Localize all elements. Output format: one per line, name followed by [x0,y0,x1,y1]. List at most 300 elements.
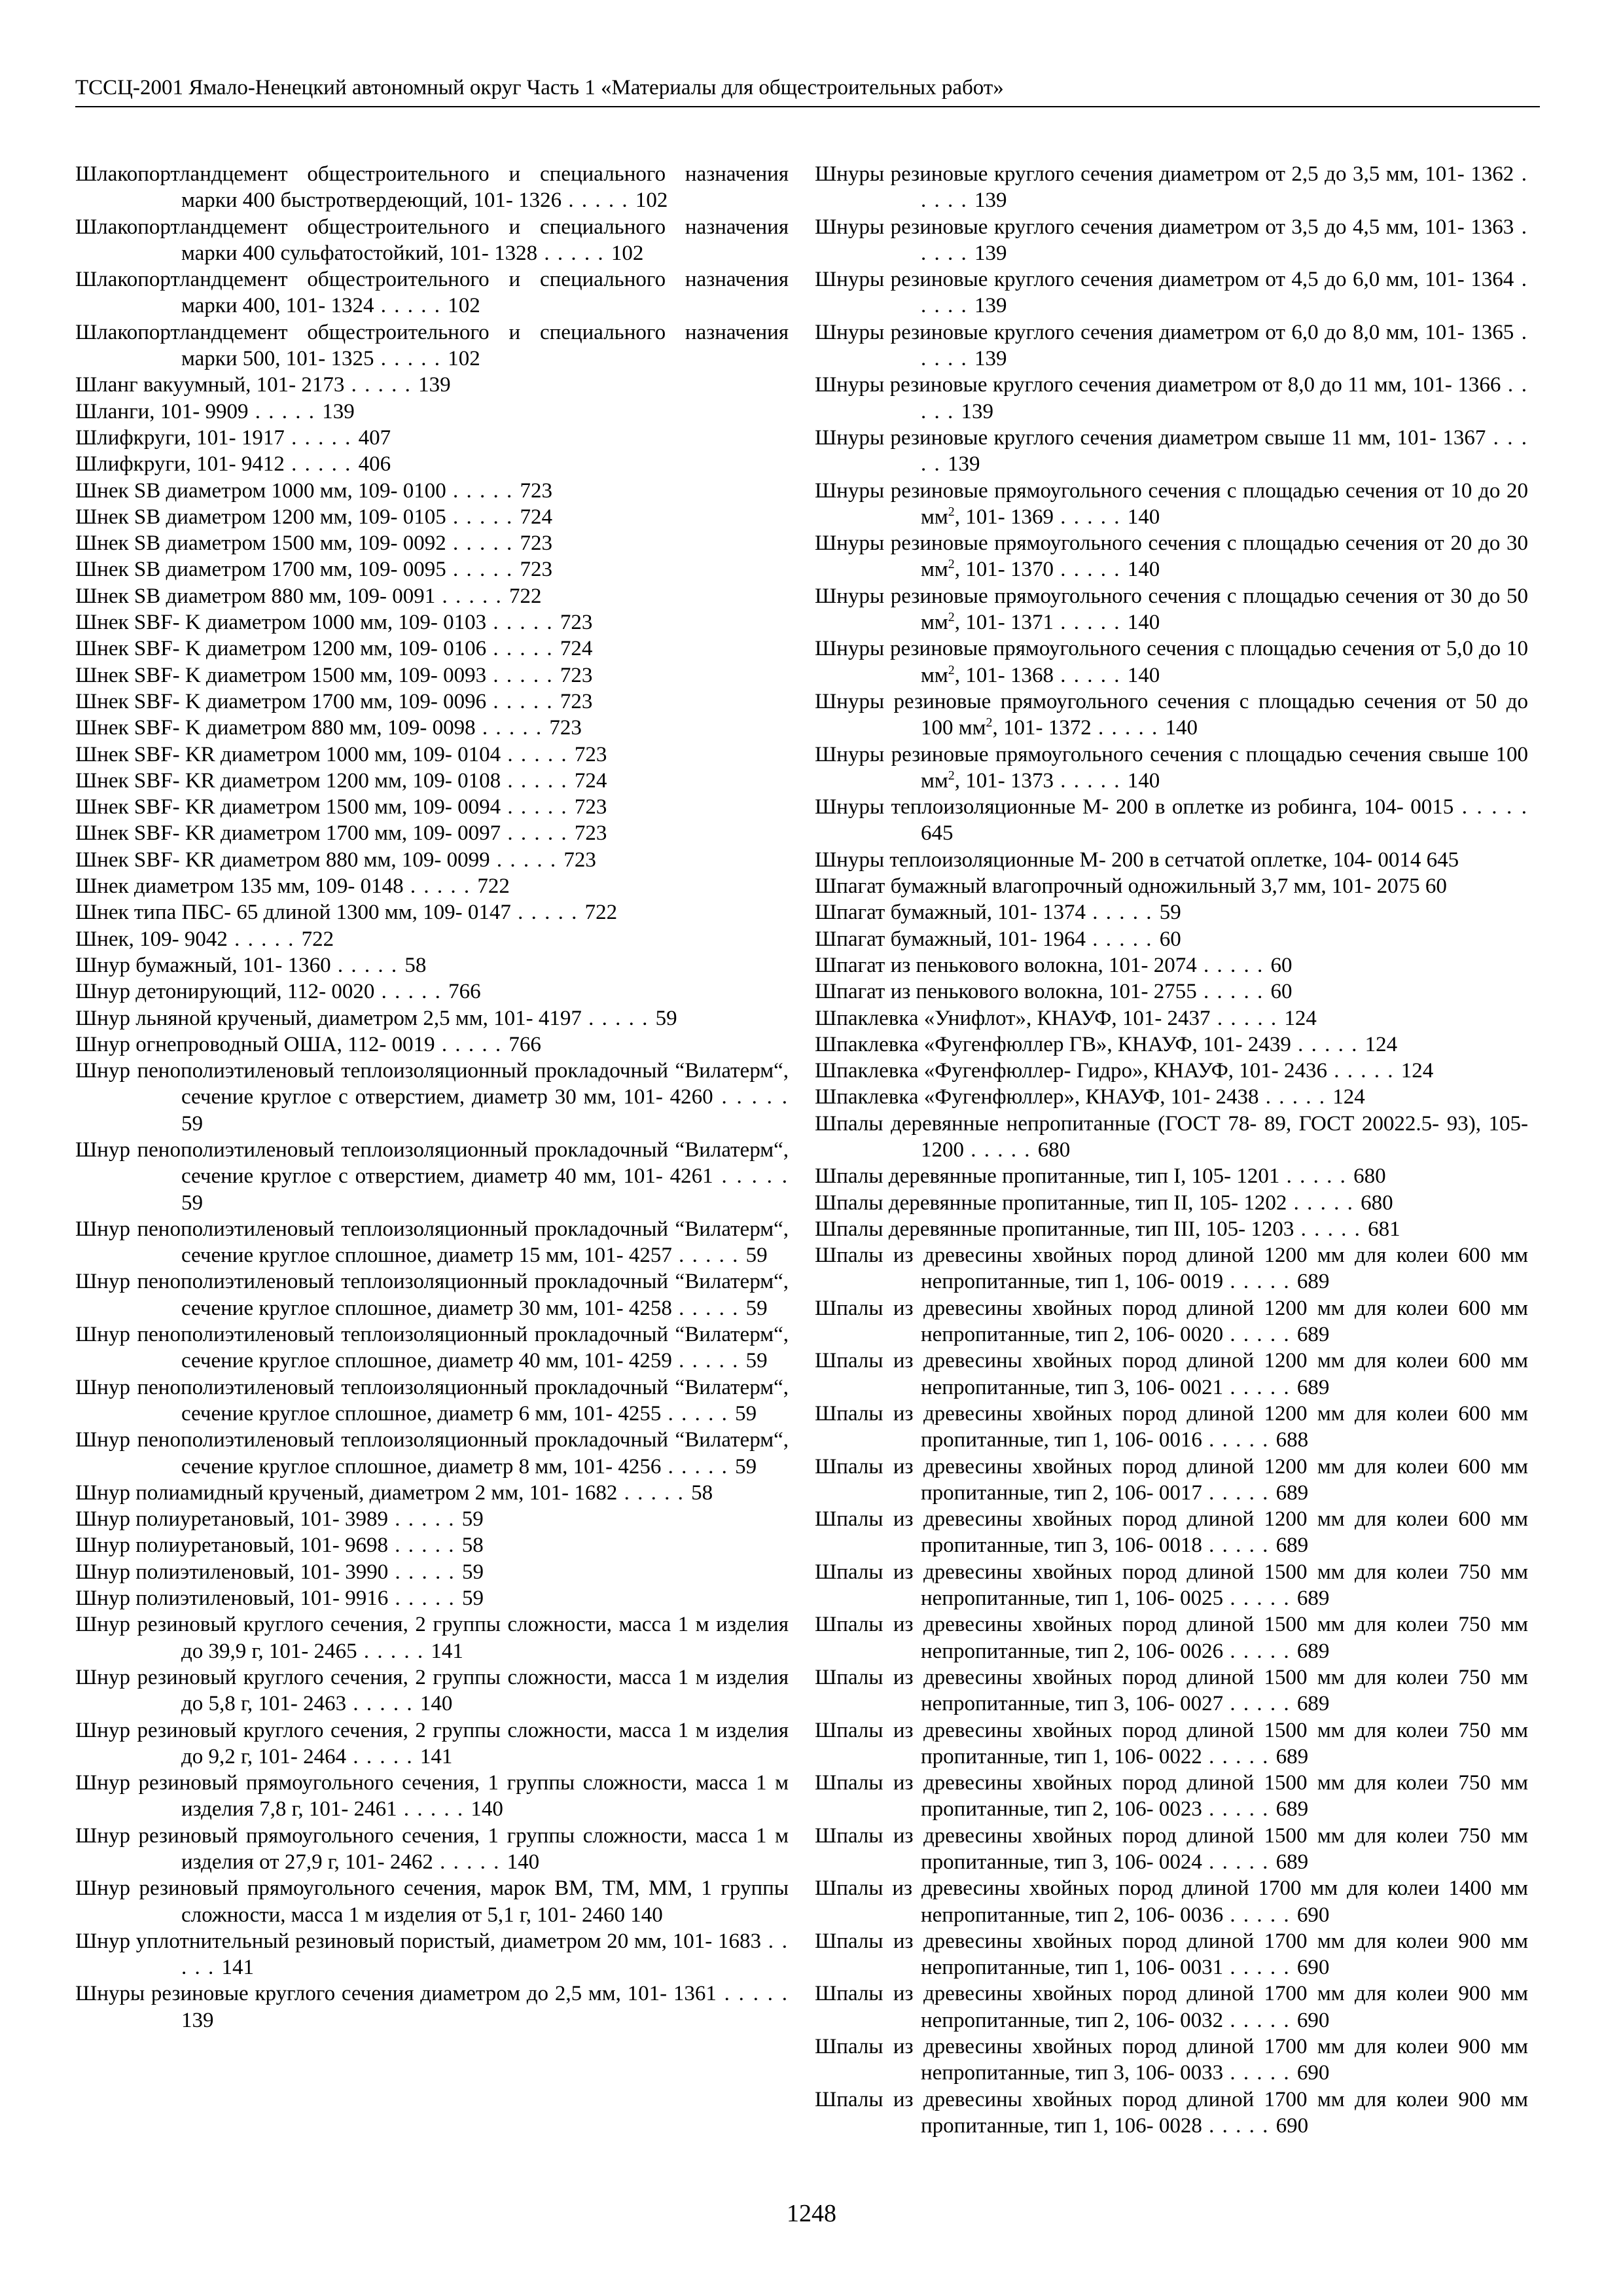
dot-leader: . . . . . [617,1480,692,1505]
entry-text: Шпалы из древесины хвойных пород длиной 1700 мм для колеи 1400 мм непропитанные, тип 2, 106- 0036 [815,1876,1528,1927]
entry-page: 59 [745,1349,768,1373]
entry-page: 406 [358,452,391,476]
index-entry [75,1506,789,1532]
dot-leader: . . . . . [1223,1270,1297,1294]
dot-leader: . . . . . [1202,1428,1276,1452]
index-entry [75,1717,789,1770]
index-entry [815,1190,1528,1216]
dot-leader: . . . . . [1086,901,1160,925]
index-entry [75,583,789,609]
index-entry [815,1005,1528,1031]
dot-leader: . . . . . [1196,980,1271,1004]
entry-page: 139 [974,294,1007,318]
dot-leader: . . . . . [1287,1191,1361,1215]
dot-leader: . . . . . [490,848,564,872]
dot-leader: . . . . . [344,373,419,397]
entry-page: 60 [1425,874,1447,899]
dot-leader: . . . . . [921,268,1529,318]
index-entry [75,1321,789,1374]
page-number: 1248 [787,2200,836,2227]
entry-text: Шпалы из древесины хвойных пород длиной 1700 мм для колеи 900 мм непропитанные, тип 3, 106- 0033 [815,2035,1528,2085]
entry-page: 689 [1275,1744,1309,1768]
entry-page: 680 [1353,1164,1386,1189]
entry-page: 723 [549,716,582,740]
entry-text: Шнуры теплоизоляционные М- 200 в оплетке из робинга, 104- 0015 [815,795,1454,819]
dot-leader: . . . . . [374,294,448,318]
entry-page: 59 [655,1006,677,1030]
dot-leader: . . . . . [446,558,520,582]
entry-text: Шпалы деревянные пропитанные, тип I, 105- 1201 [815,1164,1280,1189]
entry-page: 723 [520,478,552,503]
dot-leader: . . . . . [1223,1323,1297,1347]
entry-text: Шнур уплотнительный резиновый пористый, диаметром 20 мм, 101- 1683 [75,1929,761,1953]
entry-page: 689 [1296,1639,1330,1663]
dot-leader: . . . . . [1294,1217,1368,1241]
entry-text: Шпалы деревянные пропитанные, тип III, 105- 1203 [815,1217,1294,1241]
index-entry [815,978,1528,1005]
index-entry [75,899,789,925]
index-entry [75,504,789,530]
dot-leader: . . . . . [475,716,550,740]
dot-leader: . . . . . [1196,953,1271,977]
entry-page: 60 [1159,927,1181,951]
entry-page: 407 [358,425,391,450]
index-column-right [815,161,1528,2139]
entry-text: Шпалы из древесины хвойных пород длиной 1700 мм для колеи 900 мм пропитанные, тип 1, 106- 0028 [815,2087,1528,2138]
entry-text: Шнек SB диаметром 880 мм, 109- 0091 [75,584,436,608]
entry-page: 689 [1296,1375,1330,1399]
dot-leader: . . . . . [433,1850,507,1874]
entry-text: Шнуры резиновые круглого сечения диаметром до 2,5 мм, 101- 1361 [75,1982,717,2006]
dot-leader: . . . . . [1223,1903,1297,1927]
index-entry [815,266,1528,319]
dot-leader: . . . . . [716,1982,789,2006]
entry-text: Шлифкруги, 101- 1917 [75,425,285,450]
entry-page: 140 [1165,716,1198,740]
index-entry [815,425,1528,478]
entry-page: 124 [1332,1085,1365,1109]
dot-leader: . . . . . [713,1164,789,1189]
index-entry [75,820,789,846]
entry-text: Шлакопортландцемент общестроительного и специального назначения марки 400 сульфатостойкий, 101- 1328 [75,215,789,265]
entry-page: 688 [1275,1428,1309,1452]
entry-text: Шнек, 109- 9042 [75,927,228,951]
dot-leader: . . . . . [1291,1032,1365,1056]
index-entry [815,742,1528,795]
entry-page: 124 [1400,1059,1434,1083]
dot-leader: . . . . . [671,1349,746,1373]
dot-leader: . . . . . [1210,1006,1285,1030]
entry-text: Шнур пенополиэтиленовый теплоизоляционный прокладочный “Вилатерм“, сечение круглое сплошное, диаметр 6 мм, 101- 4255 [75,1375,789,1426]
entry-page: 680 [1037,1138,1071,1162]
index-entry [815,794,1528,847]
entry-text: Шпагат бумажный влагопрочный одножильный 3,7 мм, 101- 2075 [815,874,1420,899]
entry-page: 645 [1426,848,1459,872]
entry-text: Шнур полиэтиленовый, 101- 9916 [75,1587,389,1611]
entry-page: 689 [1296,1270,1330,1294]
dot-leader: . . . . . [374,347,448,371]
index-entry [815,1981,1528,2034]
entry-page: 689 [1296,1692,1330,1716]
dot-leader: . . . . . [1091,716,1166,740]
entry-text: Шнур резиновый круглого сечения, 2 группы сложности, масса 1 м изделия до 39,9 г, 101- 2465 [75,1613,789,1663]
entry-text: Шнуры резиновые прямоугольного сечения с площадью сечения от 20 до 30 $мм^2$, 101- 1370 [815,531,1528,582]
index-entry [75,1981,789,2034]
index-entry [815,1559,1528,1612]
entry-page: 723 [560,663,593,687]
entry-text: Шнуры резиновые прямоугольного сечения с площадью сечения от 10 до 20 $мм^2$, 101- 1369 [815,478,1528,529]
dot-leader: . . . . . [357,1639,431,1663]
index-entry [815,1611,1528,1664]
entry-text: Шнур льняной крученый, диаметром 2,5 мм, 101- 4197 [75,1006,582,1030]
index-entry [75,1611,789,1664]
index-entry [75,742,789,768]
entry-page: 141 [221,1956,254,1980]
index-entry [75,768,789,794]
entry-text: Шнур резиновый круглого сечения, 2 группы сложности, масса 1 м изделия до 9,2 г, 101- 2464 [75,1718,789,1768]
entry-text: Шнек SBF- KR диаметром 1000 мм, 109- 0104 [75,742,501,766]
dot-leader: . . . . . [486,611,560,635]
entry-text: Шнек SBF- K диаметром 1000 мм, 109- 0103 [75,611,487,635]
entry-page: 140 [419,1692,453,1716]
index-entry [815,1717,1528,1770]
entry-text: Шнур огнепроводный ОША, 112- 0019 [75,1032,435,1056]
entry-page: 139 [418,373,451,397]
dot-leader: . . . . . [1202,1744,1276,1768]
index-entry [815,1058,1528,1084]
entry-text: Шнуры резиновые круглого сечения диаметром от 4,5 до 6,0 мм, 101- 1364 [815,268,1514,292]
entry-page: 102 [635,188,668,213]
dot-leader: . . . . . [388,1560,462,1584]
entry-page: 766 [508,1032,541,1056]
dot-leader: . . . . . [227,927,302,951]
entry-text: Шпагат бумажный, 101- 1374 [815,901,1086,925]
dot-leader: . . . . . [537,241,611,265]
index-entry [75,1664,789,1717]
entry-text: Шпалы из древесины хвойных пород длиной 1200 мм для колеи 600 мм непропитанные, тип 2, 106- 0020 [815,1296,1528,1347]
entry-text: Шпалы из древесины хвойных пород длиной 1200 мм для колеи 600 мм пропитанные, тип 1, 106- 0016 [815,1401,1528,1452]
entry-text: Шпалы из древесины хвойных пород длиной 1500 мм для колеи 750 мм непропитанные, тип 3, 106- 0027 [815,1665,1528,1716]
entry-page: 139 [181,2008,214,2032]
index-entry [815,1031,1528,1058]
entry-text: Шнур бумажный, 101- 1360 [75,953,331,977]
entry-text: Шпагат из пенькового волокна, 101- 2074 [815,953,1197,977]
dot-leader: . . . . . [510,901,585,925]
entry-page: 680 [1361,1191,1393,1215]
entry-page: 140 [1127,505,1160,529]
index-entry [75,1374,789,1427]
dot-leader: . . . . . [921,162,1529,213]
entry-page: 141 [419,1744,453,1768]
dot-leader: . . . . . [1202,1797,1276,1821]
entry-text: Шпалы деревянные непропитанные (ГОСТ 78- 89, ГОСТ 20022.5- 93), 105- 1200 [815,1111,1528,1162]
entry-page: 59 [461,1507,484,1532]
entry-text: Шнуры резиновые прямоугольного сечения с площадью сечения от 30 до 50 $мм^2$, 101- 1371 [815,584,1528,635]
index-entry [75,214,789,267]
dot-leader: . . . . . [1223,1375,1297,1399]
entry-text: Шнек SBF- KR диаметром 880 мм, 109- 0099 [75,848,490,872]
entry-text: Шнуры теплоизоляционные М- 200 в сетчатой оплетке, 104- 0014 [815,848,1421,872]
dot-leader: . . . . . [346,1692,420,1716]
index-entry [815,161,1528,214]
entry-text: Шпалы из древесины хвойных пород длиной 1500 мм для колеи 750 мм пропитанные, тип 3, 106- 0024 [815,1823,1528,1874]
index-entry [815,1823,1528,1876]
dot-leader: . . . . . [387,1507,462,1532]
entry-text: Шнек SBF- K диаметром 1500 мм, 109- 0093 [75,663,487,687]
entry-text: Шпагат бумажный, 101- 1964 [815,927,1086,951]
entry-page: 689 [1275,1534,1309,1558]
index-entry [75,847,789,873]
index-entry [75,266,789,319]
index-entry [815,1664,1528,1717]
entry-page: 722 [477,874,510,899]
entry-page: 689 [1296,1323,1330,1347]
entry-text: Шлифкруги, 101- 9412 [75,452,285,476]
index-entry [815,1216,1528,1242]
index-entry [815,1295,1528,1348]
index-entry [815,952,1528,978]
index-entry [815,1111,1528,1164]
index-entry [75,530,789,556]
dot-leader: . . . . . [661,1454,736,1479]
entry-page: 723 [520,531,552,556]
dot-leader: . . . . . [1054,558,1128,582]
entry-page: 59 [745,1296,768,1320]
dot-leader: . . . . . [403,874,478,899]
entry-page: 724 [520,505,552,529]
entry-page: 723 [574,795,607,819]
entry-text: Шлакопортландцемент общестроительного и специального назначения марки 400 быстротвердеющий, 101- 1326 [75,162,789,213]
entry-page: 140 [630,1903,663,1927]
entry-text: Шнек SB диаметром 1000 мм, 109- 0100 [75,478,446,503]
dot-leader: . . . . . [1223,1587,1297,1611]
entry-page: 59 [461,1587,484,1611]
entry-page: 689 [1296,1587,1330,1611]
index-entry [75,636,789,662]
dot-leader: . . . . . [1202,2113,1276,2138]
entry-text: Шнур детонирующий, 112- 0020 [75,980,375,1004]
index-entry [75,1216,789,1269]
index-entry [75,1532,789,1558]
index-entry [815,2087,1528,2140]
index-entry [815,873,1528,899]
entry-page: 722 [301,927,334,951]
entry-page: 724 [560,637,593,661]
entry-text: Шнур пенополиэтиленовый теплоизоляционный прокладочный “Вилатерм“, сечение круглое сплошное, диаметр 40 мм, 101- 4259 [75,1323,789,1373]
index-entry [815,478,1528,531]
entry-text: Шпалы из древесины хвойных пород длиной 1500 мм для колеи 750 мм непропитанные, тип 2, 106- 0026 [815,1613,1528,1663]
entry-page: 140 [1127,663,1160,687]
entry-page: 689 [1275,1480,1309,1505]
entry-text: Шнур полиуретановый, 101- 3989 [75,1507,388,1532]
entry-text: Шнур пенополиэтиленовый теплоизоляционный прокладочный “Вилатерм“, сечение круглое сплошное, диаметр 30 мм, 101- 4258 [75,1270,789,1320]
entry-page: 690 [1296,1956,1330,1980]
index-entry [75,556,789,583]
entry-text: Шпалы деревянные пропитанные, тип II, 105- 1202 [815,1191,1287,1215]
entry-text: Шпалы из древесины хвойных пород длиной 1200 мм для колеи 600 мм непропитанные, тип 3, 106- 0021 [815,1349,1528,1399]
index-entry [815,847,1528,873]
index-entry [815,372,1528,425]
index-entry [75,478,789,504]
entry-text: Шнуры резиновые круглого сечения диаметром от 2,5 до 3,5 мм, 101- 1362 [815,162,1514,186]
entry-text: Шпалы из древесины хвойных пород длиной 1200 мм для колеи 600 мм непропитанные, тип 1, 106- 0019 [815,1244,1528,1294]
entry-text: Шнуры резиновые прямоугольного сечения с площадью сечения от 50 до 100 $мм^2$, 101- 1372 [815,689,1528,740]
dot-leader: . . . . . [713,1085,789,1109]
index-entry [815,1875,1528,1928]
entry-page: 59 [745,1244,768,1268]
entry-page: 723 [560,611,593,635]
dot-leader: . . . . . [1054,768,1128,793]
entry-page: 140 [1127,558,1160,582]
entry-page: 60 [1270,980,1293,1004]
entry-page: 723 [560,689,593,713]
index-entry [815,1084,1528,1110]
entry-page: 58 [404,953,427,977]
dot-leader: . . . . . [1327,1059,1401,1083]
entry-page: 139 [974,347,1007,371]
entry-page: 723 [563,848,596,872]
entry-text: Шнек SBF- KR диаметром 1700 мм, 109- 0097 [75,821,501,846]
index-entry [815,1928,1528,1981]
index-entry [815,636,1528,689]
running-header: ТССЦ-2001 Ямало-Ненецкий автономный округ Часть 1 «Материалы для общестроительных работ» [75,73,1540,107]
dot-leader: . . . . . [486,689,560,713]
entry-text: Шнур резиновый круглого сечения, 2 группы сложности, масса 1 м изделия до 5,8 г, 101- 2463 [75,1665,789,1716]
index-entry [75,794,789,820]
dot-leader: . . . . . [1258,1085,1333,1109]
dot-leader: . . . . . [1202,1850,1276,1874]
dot-leader: . . . . . [330,953,405,977]
entry-text: Шнек типа ПБС- 65 длиной 1300 мм, 109- 0147 [75,901,511,925]
index-entry [75,1427,789,1480]
entry-page: 59 [181,1111,203,1136]
entry-text: Шпалы из древесины хвойных пород длиной 1200 мм для колеи 600 мм пропитанные, тип 3, 106- 0018 [815,1507,1528,1558]
dot-leader: . . . . . [387,1534,462,1558]
index-entry [815,319,1528,372]
dot-leader: . . . . . [501,768,575,793]
entry-text: Шнур полиамидный крученый, диаметром 2 мм, 101- 1682 [75,1480,618,1505]
entry-page: 124 [1364,1032,1398,1056]
entry-page: 140 [471,1797,503,1821]
entry-text: Шнуры резиновые прямоугольного сечения с площадью сечения свыше 100 $мм^2$, 101- 1373 [815,742,1528,793]
index-entry [75,1559,789,1585]
dot-leader: . . . . . [671,1296,746,1320]
index-entry [75,1928,789,1981]
entry-text: Шнуры резиновые круглого сечения диаметром от 8,0 до 11 мм, 101- 1366 [815,373,1501,397]
entry-page: 58 [691,1480,713,1505]
entry-page: 141 [431,1639,463,1663]
entry-page: 102 [448,347,480,371]
index-entry [75,1585,789,1611]
entry-text: Шпалы из древесины хвойных пород длиной 1700 мм для колеи 900 мм непропитанные, тип 1, 106- 0031 [815,1929,1528,1980]
dot-leader: . . . . . [181,1929,789,1980]
index-entry [75,1137,789,1216]
dot-leader: . . . . . [964,1138,1038,1162]
index-entry [75,873,789,899]
entry-text: Шнур резиновый прямоугольного сечения, 1 группы сложности, масса 1 м изделия от 27,9 г, 101- 2462 [75,1823,789,1874]
entry-text: Шпаклевка «Фугенфюллер ГВ», КНАУФ, 101- 2439 [815,1032,1291,1056]
entry-text: Шнур резиновый прямоугольного сечения, 1 группы сложности, масса 1 м изделия 7,8 г, 101- 2461 [75,1771,789,1821]
entry-text: Шнек SBF- KR диаметром 1500 мм, 109- 0094 [75,795,501,819]
index-entry [815,689,1528,742]
dot-leader: . . . . . [1223,1692,1297,1716]
entry-page: 690 [1296,2008,1330,2032]
entry-text: Шнек диаметром 135 мм, 109- 0148 [75,874,404,899]
dot-leader: . . . . . [501,795,575,819]
index-entry [815,1401,1528,1454]
index-entry [75,1268,789,1321]
index-entry [75,372,789,398]
dot-leader: . . . . . [1086,927,1160,951]
entry-text: Шлакопортландцемент общестроительного и специального назначения марки 500, 101- 1325 [75,320,789,371]
entry-page: 723 [520,558,552,582]
index-entry [75,1005,789,1031]
dot-leader: . . . . . [671,1244,746,1268]
index-entry [815,583,1528,636]
entry-page: 140 [1127,768,1160,793]
dot-leader: . . . . . [1454,795,1529,819]
entry-page: 139 [948,452,980,476]
dot-leader: . . . . . [284,452,359,476]
dot-leader: . . . . . [581,1006,656,1030]
entry-text: Шнур пенополиэтиленовый теплоизоляционный прокладочный “Вилатерм“, сечение круглое с отверстием, диаметр 30 мм, 101- 4260 [75,1059,789,1109]
index-entry [815,1163,1528,1189]
entry-text: Шпаклевка «Унифлот», КНАУФ, 101- 2437 [815,1006,1211,1030]
entry-text: Шланг вакуумный, 101- 2173 [75,373,345,397]
entry-text: Шланги, 101- 9909 [75,399,249,423]
index-entry [815,1242,1528,1295]
index-entry [75,1031,789,1058]
entry-page: 124 [1284,1006,1317,1030]
dot-leader: . . . . . [486,663,560,687]
index-entry [815,899,1528,925]
index-entry [75,1770,789,1823]
entry-page: 690 [1296,2061,1330,2085]
entry-text: Шпагат из пенькового волокна, 101- 2755 [815,980,1197,1004]
entry-page: 722 [584,901,618,925]
index-entry [815,1770,1528,1823]
entry-text: Шпалы из древесины хвойных пород длиной 1700 мм для колеи 900 мм непропитанные, тип 2, 106- 0032 [815,1982,1528,2032]
dot-leader: . . . . . [284,425,359,450]
index-entry [75,319,789,372]
entry-page: 723 [574,821,607,846]
index-entry [815,214,1528,267]
index-entry [75,451,789,477]
index-entry [75,161,789,214]
dot-leader: . . . . . [446,478,520,503]
entry-page: 59 [181,1191,203,1215]
dot-leader: . . . . . [1279,1164,1354,1189]
dot-leader: . . . . . [1202,1534,1276,1558]
entry-page: 59 [735,1401,757,1426]
dot-leader: . . . . . [248,399,323,423]
entry-page: 645 [921,821,954,846]
index-entry [75,952,789,978]
entry-page: 766 [448,980,481,1004]
entry-page: 681 [1368,1217,1400,1241]
entry-page: 139 [322,399,355,423]
entry-page: 102 [611,241,644,265]
index-entry [75,689,789,715]
dot-leader: . . . . . [1054,611,1128,635]
dot-leader: . . . . . [1223,2008,1297,2032]
entry-text: Шнек SBF- K диаметром 880 мм, 109- 0098 [75,716,476,740]
entry-page: 59 [461,1560,484,1584]
entry-text: Шнек SBF- KR диаметром 1200 мм, 109- 0108 [75,768,501,793]
index-entry [75,926,789,952]
dot-leader: . . . . . [661,1401,736,1426]
entry-text: Шнур пенополиэтиленовый теплоизоляционный прокладочный “Вилатерм“, сечение круглое с отверстием, диаметр 40 мм, 101- 4261 [75,1138,789,1189]
